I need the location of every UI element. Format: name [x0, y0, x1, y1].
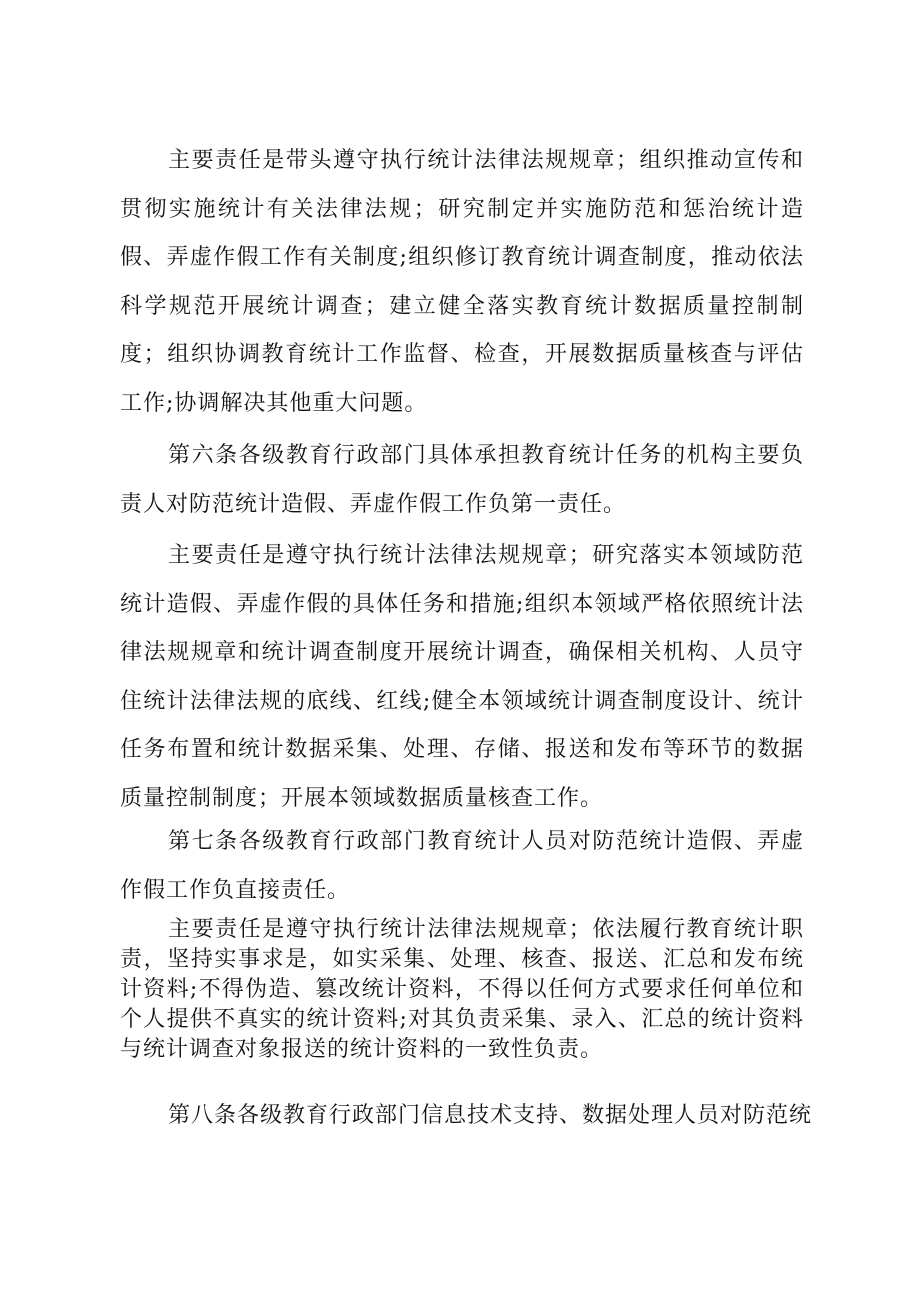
paragraph-main-duties-staff: 主要责任是遵守执行统计法律法规规章；依法履行教育统计职责，坚持实事求是，如实采集、处理、核查、报送、汇总和发布统计资料;不得伪造、篡改统计资料，不得以任何方式要求任何单位和个人提供不真实的统计资料;对其负责采集、录入、汇总的统计资料与统计调查对象报送的统计资料的一致性负责。: [120, 917, 804, 1062]
paragraph-article-8: 第八条各级教育行政部门信息技术支持、数据处理人员对防范统: [168, 1103, 813, 1128]
paragraph-article-7: 第七条各级教育行政部门教育统计人员对防范统计造假、弄虚作假工作负直接责任。: [120, 829, 804, 903]
paragraph-main-duties-leadership: 主要责任是带头遵守执行统计法律法规规章；组织推动宣传和贯彻实施统计有关法律法规；研究制定并实施防范和惩治统计造假、弄虚作假工作有关制度;组织修订教育统计调查制度，推动依法科学规范开展统计调查；建立健全落实教育统计数据质量控制制度；组织协调教育统计工作监督、检查，开展数据质量核查与评估工作;协调解决其他重大问题。: [120, 148, 804, 416]
paragraph-main-duties-agency: 主要责任是遵守执行统计法律法规规章；研究落实本领域防范统计造假、弄虚作假的具体任务和措施;组织本领域严格依照统计法律法规规章和统计调查制度开展统计调查，确保相关机构、人员守住统计法律法规的底线、红线;健全本领域统计调查制度设计、统计任务布置和统计数据采集、处理、存储、报送和发布等环节的数据质量控制制度；开展本领域数据质量核查工作。: [120, 543, 804, 811]
paragraph-article-6: 第六条各级教育行政部门具体承担教育统计任务的机构主要负责人对防范统计造假、弄虚作假工作负第一责任。: [120, 443, 804, 517]
